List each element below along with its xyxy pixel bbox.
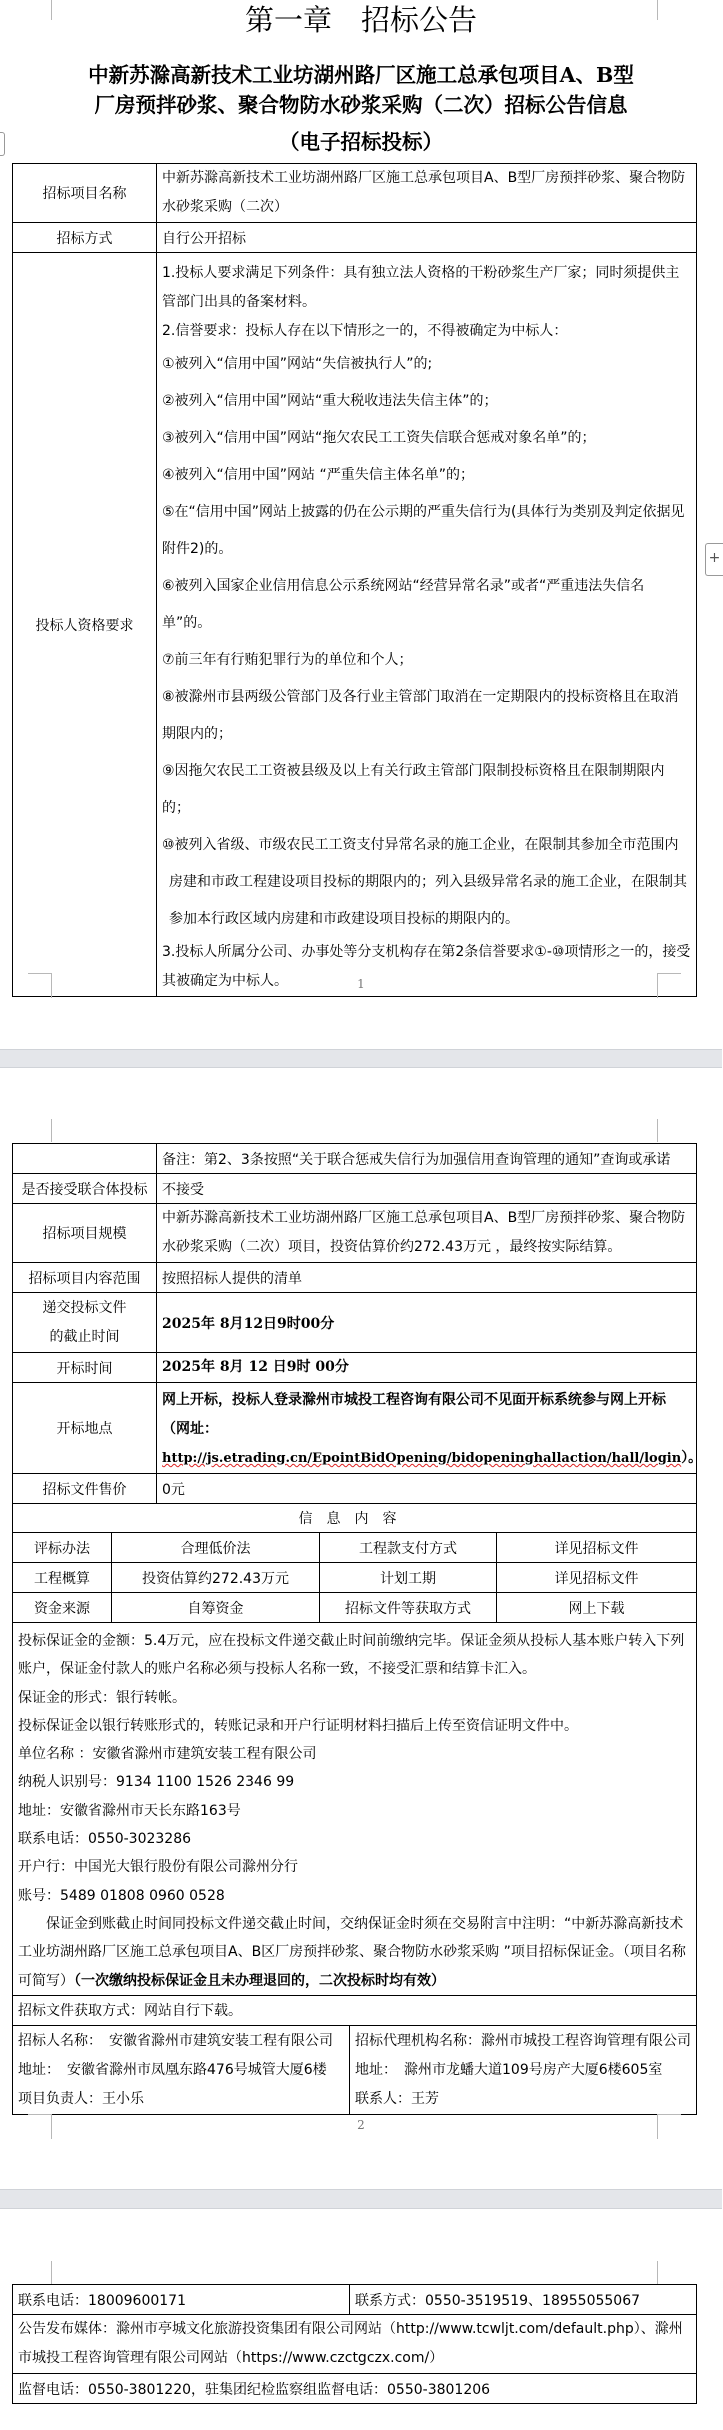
- table-row: [13, 1383, 697, 1474]
- list-item: ⑩被列入省级、市级农民工工资支付异常名录的施工企业，在限制其参加全市范围内房建和市政工程建设项目投标的期限内的；列入县级异常名录的施工企业，在限制其参加本行政区域内房建和市政建设项目投标的期限内的。: [162, 837, 687, 927]
- table-row: [13, 1353, 697, 1383]
- page-corner-mark: [28, 1119, 52, 1142]
- deposit-form: 保证金的形式：银行转帐。: [18, 1689, 186, 1706]
- document-title-line1: 中新苏滁高新技术工业坊湖州路厂区施工总承包项目A、B型: [88, 63, 634, 87]
- list-item: ④被列入“信用中国”网站 “严重失信主体名单”的；: [162, 467, 475, 483]
- consortium-label: 是否接受联合体投标: [13, 1174, 157, 1204]
- info-cell: 详见招标文件: [497, 1533, 697, 1563]
- document-title-line2: 厂房预拌砂浆、聚合物防水砂浆采购（二次）招标公告信息: [94, 93, 628, 117]
- deposit-phone: 联系电话：0550-3023286: [18, 1831, 192, 1848]
- tender-table-page3: [12, 2284, 697, 2404]
- publication-media: 公告发布媒体：滁州市亭城文化旅游投资集团有限公司网站（http://www.tcwljt.com/default.php）、滁州市城投工程咨询管理有限公司网站（https://www.czctgczx.com/）: [13, 2315, 697, 2374]
- list-item: 1.投标人要求满足下列条件：具有独立法人资格的干粉砂浆生产厂家；同时须提供主管部门出具的备案材料。: [162, 265, 680, 310]
- info-cell: 工程款支付方式: [320, 1533, 497, 1563]
- info-cell: 评标办法: [13, 1533, 112, 1563]
- list-item: ⑤在“信用中国”网站上披露的仍在公示期的严重失信行为(具体行为类别及判定依据见附件2)的。: [162, 504, 685, 557]
- deposit-unit-name: 单位名称 ：安徽省滁州市建筑安装工程有限公司: [18, 1746, 317, 1763]
- table-row: [13, 253, 697, 997]
- page-corner-mark: [657, 1119, 681, 1142]
- agency-phone: 联系方式：0550-3519519、18955055067: [350, 2285, 697, 2315]
- deposit-note-bold: （一次缴纳投标保证金且未办理退回的，二次投标时均有效）: [74, 1972, 445, 1989]
- table-row: [13, 1504, 697, 1533]
- price-value: 0元: [157, 1474, 697, 1504]
- consortium-value: 不接受: [157, 1174, 697, 1204]
- list-item: ⑨因拖欠农民工工资被县级及以上有关行政主管部门限制投标资格且在限制期限内的；: [162, 763, 665, 816]
- tenderer-info: [13, 2025, 350, 2114]
- table-row: [13, 164, 697, 223]
- table-row: [13, 2025, 697, 2114]
- tender-table-page1: [12, 163, 697, 997]
- info-cell: 工程概算: [13, 1563, 112, 1593]
- table-row: [13, 1174, 697, 1204]
- info-cell: 资金来源: [13, 1593, 112, 1623]
- page-corner-mark: [657, 2261, 681, 2284]
- table-row: [13, 1623, 697, 1996]
- deposit-tax-id: 纳税人识别号：9134 1100 1526 2346 99: [18, 1774, 295, 1791]
- deposit-note: [18, 1910, 691, 1995]
- method-value: 自行公开招标: [157, 223, 697, 253]
- opening-time-label: 开标时间: [13, 1353, 157, 1383]
- chapter-title: 第一章 招标公告: [244, 3, 477, 37]
- deposit-proof: 投标保证金以银行转账形式的，转账记录和开户行证明材料扫描后上传至资信证明文件中。: [18, 1717, 578, 1734]
- info-header: 信息内容: [13, 1504, 697, 1533]
- opening-place-text: 网上开标，投标人登录滁州市城投工程咨询有限公司不见面开标系统参与网上开标（网址：: [162, 1392, 666, 1437]
- table-row: [13, 1593, 697, 1623]
- agency-info: [350, 2025, 697, 2114]
- deposit-cell: [13, 1623, 697, 1996]
- qualification-list: [157, 253, 697, 997]
- price-label: 招标文件售价: [13, 1474, 157, 1504]
- scope-value: 按照招标人提供的清单: [157, 1263, 697, 1293]
- method-label: 招标方式: [13, 223, 157, 253]
- list-item: 3.投标人所属分公司、办事处等分支机构存在第2条信誉要求①-⑩项情形之一的，接受其被确定为中标人。: [162, 944, 691, 989]
- project-name-label: 招标项目名称: [13, 164, 157, 223]
- deadline-label: 递交投标文件的截止时间: [13, 1293, 157, 1353]
- table-row: [13, 1144, 697, 1174]
- page-gap: [0, 1049, 722, 1068]
- table-row: [13, 2374, 697, 2404]
- deposit-amount: 投标保证金的金额：5.4万元，应在投标文件递交截止时间前缴纳完毕。保证金须从投标人基本账户转入下列账户，保证金付款人的账户名称必须与投标人名称一致，不接受汇票和结算卡汇入。: [18, 1633, 685, 1678]
- info-cell: 计划工期: [320, 1563, 497, 1593]
- deadline-value: 2025年 8月12日9时00分: [157, 1293, 697, 1353]
- tenderer-manager: 项目负责人：王小乐: [18, 2090, 144, 2107]
- list-item: ②被列入“信用中国”网站“重大税收违法失信主体”的；: [162, 393, 498, 409]
- tender-table-page2: [12, 1143, 703, 2115]
- tenderer-address: 地址： 安徽省滁州市凤凰东路476号城管大厦6楼: [18, 2061, 327, 2078]
- tenderer-phone: 联系电话：18009600171: [13, 2285, 350, 2315]
- opening-place-value: [157, 1383, 703, 1474]
- tenderer-name: 招标人名称： 安徽省滁州市建筑安装工程有限公司: [18, 2032, 333, 2049]
- list-item: 2.信誉要求：投标人存在以下情形之一的，不得被确定为中标人：: [162, 323, 568, 339]
- list-item: ⑦前三年有行贿犯罪行为的单位和个人；: [162, 652, 413, 668]
- table-row: [13, 1995, 697, 2025]
- info-cell: 详见招标文件: [497, 1563, 697, 1593]
- deposit-bank: 开户行：中国光大银行股份有限公司滁州分行: [18, 1859, 298, 1876]
- agency-contact: 联系人：王芳: [355, 2090, 439, 2107]
- list-item: ③被列入“信用中国”网站“拖欠农民工工资失信联合惩戒对象名单”的；: [162, 430, 596, 446]
- page-number: 2: [357, 2118, 365, 2132]
- scale-label: 招标项目规模: [13, 1204, 157, 1263]
- table-row: [13, 2285, 697, 2315]
- opening-place-suffix: ）。: [681, 1450, 703, 1466]
- list-item: ⑥被列入国家企业信用信息公示系统网站“经营异常名录”或者“严重违法失信名单”的。: [162, 578, 645, 631]
- deposit-note-text: 保证金到账截止时间同投标文件递交截止时间，交纳保证金时须在交易附言中注明：“中新苏滁高新技术工业坊湖州路厂区施工总承包项目A、B区厂房预拌砂浆、聚合物防水砂浆采购 ”项目招标保证金。（项目名称可简写）: [18, 1915, 686, 1989]
- opening-url-link[interactable]: http://js.etrading.cn/EpointBidOpening/bidopeninghallaction/hall/login: [162, 1451, 682, 1466]
- table-row: [13, 1293, 697, 1353]
- scope-label: 招标项目内容范围: [13, 1263, 157, 1293]
- page-corner-mark: [28, 2261, 52, 2284]
- deposit-address: 地址：安徽省滁州市天长东路163号: [18, 1802, 241, 1819]
- list-item: ①被列入“信用中国”网站“失信被执行人”的;: [162, 356, 433, 372]
- page-number: 1: [357, 977, 365, 991]
- info-cell: 投资估算约272.43万元: [112, 1563, 320, 1593]
- info-cell: 招标文件等获取方式: [320, 1593, 497, 1623]
- info-cell: 自筹资金: [112, 1593, 320, 1623]
- project-name-value: 中新苏滁高新技术工业坊湖州路厂区施工总承包项目A、B型厂房预拌砂浆、聚合物防水砂浆采购（二次）: [157, 164, 697, 223]
- scale-value: 中新苏滁高新技术工业坊湖州路厂区施工总承包项目A、B型厂房预拌砂浆、聚合物防水砂浆采购（二次）项目，投资估算价约272.43万元 ，最终按实际结算。: [157, 1204, 697, 1263]
- qualification-label: 投标人资格要求: [13, 253, 157, 997]
- table-row: [13, 223, 697, 253]
- doc-access: 招标文件获取方式：网站自行下载。: [13, 1995, 697, 2025]
- opening-place-label: 开标地点: [13, 1383, 157, 1474]
- table-row: [13, 1204, 697, 1263]
- agency-name: 招标代理机构名称：滁州市城投工程咨询管理有限公司: [355, 2032, 691, 2049]
- note-label: [13, 1144, 157, 1174]
- supervision-phone: 监督电话：0550-3801220，驻集团纪检监察组监督电话：0550-3801206: [13, 2374, 697, 2404]
- note-value: 备注：第2、3条按照“关于联合惩戒失信行为加强信用查询管理的通知”查询或承诺: [157, 1144, 697, 1174]
- table-row: [13, 2315, 697, 2374]
- info-cell: 合理低价法: [112, 1533, 320, 1563]
- info-cell: 网上下载: [497, 1593, 697, 1623]
- table-row: [13, 1263, 697, 1293]
- document-subtitle: （电子招标投标）: [279, 130, 443, 154]
- page-gap: [0, 2189, 722, 2209]
- deposit-account: 账号：5489 01808 0960 0528: [18, 1887, 225, 1904]
- table-row: [13, 1474, 697, 1504]
- agency-address: 地址： 滁州市龙蟠大道109号房产大厦6楼605室: [355, 2061, 663, 2078]
- opening-time-value: 2025年 8月 12 日9时 00分: [157, 1353, 697, 1383]
- list-item: ⑧被滁州市县两级公管部门及各行业主管部门取消在一定期限内的投标资格且在取消期限内的；: [162, 689, 679, 742]
- table-row: [13, 1533, 697, 1563]
- table-row: [13, 1563, 697, 1593]
- add-button[interactable]: +: [705, 543, 723, 576]
